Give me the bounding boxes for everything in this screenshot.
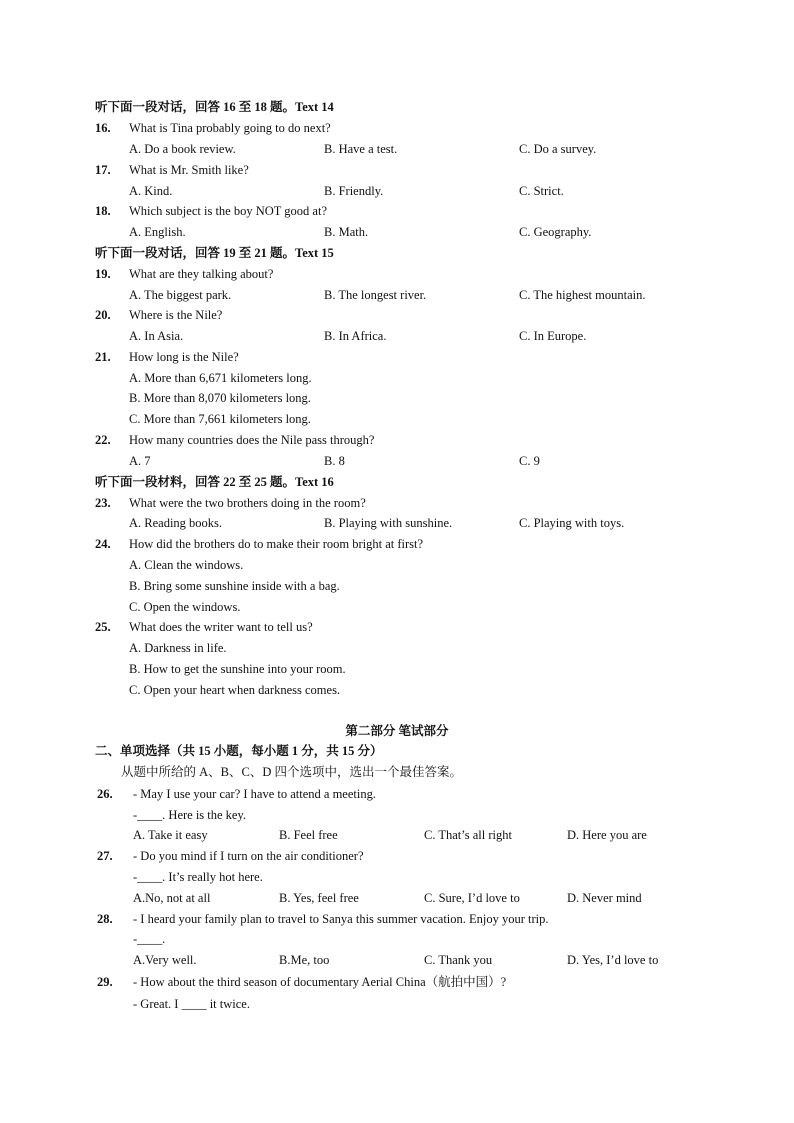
q18-option-b: B. Math.	[324, 225, 369, 239]
question-17-text: What is Mr. Smith like?	[129, 163, 249, 177]
q19-option-c: C. The highest mountain.	[519, 288, 646, 302]
question-number-29: 29.	[97, 975, 113, 989]
q25-option-a: A. Darkness in life.	[129, 641, 227, 655]
q17-option-c: C. Strict.	[519, 184, 564, 198]
q26-option-a: A. Take it easy	[133, 828, 208, 842]
question-25-text: What does the writer want to tell us?	[129, 620, 313, 634]
q21-option-c: C. More than 7,661 kilometers long.	[129, 412, 311, 426]
q28-option-a: A.Very well.	[133, 953, 197, 967]
question-29-line1: - How about the third season of documentary Aerial China（航拍中国）?	[133, 975, 507, 989]
q26-option-c: C. That’s all right	[424, 828, 512, 842]
q24-option-b: B. Bring some sunshine inside with a bag.	[129, 579, 340, 593]
q28-option-c: C. Thank you	[424, 953, 493, 967]
q17-option-a: A. Kind.	[129, 184, 173, 198]
question-16-text: What is Tina probably going to do next?	[129, 121, 331, 135]
q28-option-d: D. Yes, I’d love to	[567, 953, 659, 967]
q23-option-a: A. Reading books.	[129, 516, 223, 530]
question-27-line2: -____. It’s really hot here.	[133, 870, 263, 884]
q27-option-c: C. Sure, I’d love to	[424, 891, 520, 905]
question-20-text: Where is the Nile?	[129, 308, 223, 322]
instructions-text: 从题中所给的 A、B、C、D 四个选项中，选出一个最佳答案。	[121, 765, 462, 779]
section-heading-text14: 听下面一段对话，回答 16 至 18 题。Text 14	[95, 100, 334, 114]
q20-option-a: A. In Asia.	[129, 329, 184, 343]
q21-option-a: A. More than 6,671 kilometers long.	[129, 371, 312, 385]
question-number-25: 25.	[95, 620, 111, 634]
q26-option-b: B. Feel free	[279, 828, 338, 842]
question-number-17: 17.	[95, 163, 111, 177]
question-number-26: 26.	[97, 787, 113, 801]
q23-option-b: B. Playing with sunshine.	[324, 516, 453, 530]
q26-option-d: D. Here you are	[567, 828, 647, 842]
question-number-27: 27.	[97, 849, 113, 863]
question-number-18: 18.	[95, 204, 111, 218]
question-18-text: Which subject is the boy NOT good at?	[129, 204, 327, 218]
q18-option-a: A. English.	[129, 225, 186, 239]
question-number-16: 16.	[95, 121, 111, 135]
question-22-text: How many countries does the Nile pass through?	[129, 433, 375, 447]
question-27-line1: - Do you mind if I turn on the air conditioner?	[133, 849, 364, 863]
question-number-28: 28.	[97, 912, 113, 926]
q22-option-a: A. 7	[129, 454, 151, 468]
question-23-text: What were the two brothers doing in the room?	[129, 496, 366, 510]
question-26-line2: -____. Here is the key.	[133, 808, 247, 822]
q25-option-c: C. Open your heart when darkness comes.	[129, 683, 341, 697]
q24-option-c: C. Open the windows.	[129, 600, 241, 614]
question-number-19: 19.	[95, 267, 111, 281]
q22-option-c: C. 9	[519, 454, 540, 468]
q19-option-b: B. The longest river.	[324, 288, 427, 302]
question-number-20: 20.	[95, 308, 111, 322]
question-number-24: 24.	[95, 537, 111, 551]
question-24-text: How did the brothers do to make their room bright at first?	[129, 537, 424, 551]
q18-option-c: C. Geography.	[519, 225, 592, 239]
q16-option-a: A. Do a book review.	[129, 142, 236, 156]
q24-option-a: A. Clean the windows.	[129, 558, 244, 572]
q20-option-c: C. In Europe.	[519, 329, 587, 343]
question-26-line1: - May I use your car? I have to attend a meeting.	[133, 787, 376, 801]
question-number-21: 21.	[95, 350, 111, 364]
q27-option-a: A.No, not at all	[133, 891, 211, 905]
q20-option-b: B. In Africa.	[324, 329, 387, 343]
q22-option-b: B. 8	[324, 454, 345, 468]
section-two-heading: 二、单项选择（共 15 小题，每小题 1 分，共 15 分）	[95, 744, 383, 758]
q19-option-a: A. The biggest park.	[129, 288, 232, 302]
q21-option-b: B. More than 8,070 kilometers long.	[129, 391, 311, 405]
part-two-title: 第二部分 笔试部分	[345, 724, 449, 738]
question-19-text: What are they talking about?	[129, 267, 274, 281]
question-28-line1: - I heard your family plan to travel to Sanya this summer vacation. Enjoy your trip.	[133, 912, 549, 926]
question-28-line2: -____.	[133, 932, 166, 946]
q27-option-b: B. Yes, feel free	[279, 891, 359, 905]
q16-option-b: B. Have a test.	[324, 142, 398, 156]
section-heading-text15: 听下面一段对话，回答 19 至 21 题。Text 15	[95, 246, 334, 260]
question-21-text: How long is the Nile?	[129, 350, 239, 364]
question-number-22: 22.	[95, 433, 111, 447]
question-number-23: 23.	[95, 496, 111, 510]
section-heading-text16: 听下面一段材料，回答 22 至 25 题。Text 16	[95, 475, 334, 489]
q16-option-c: C. Do a survey.	[519, 142, 597, 156]
q27-option-d: D. Never mind	[567, 891, 642, 905]
q17-option-b: B. Friendly.	[324, 184, 384, 198]
q25-option-b: B. How to get the sunshine into your room.	[129, 662, 346, 676]
question-29-line2: - Great. I ____ it twice.	[133, 997, 250, 1011]
q28-option-b: B.Me, too	[279, 953, 330, 967]
q23-option-c: C. Playing with toys.	[519, 516, 625, 530]
